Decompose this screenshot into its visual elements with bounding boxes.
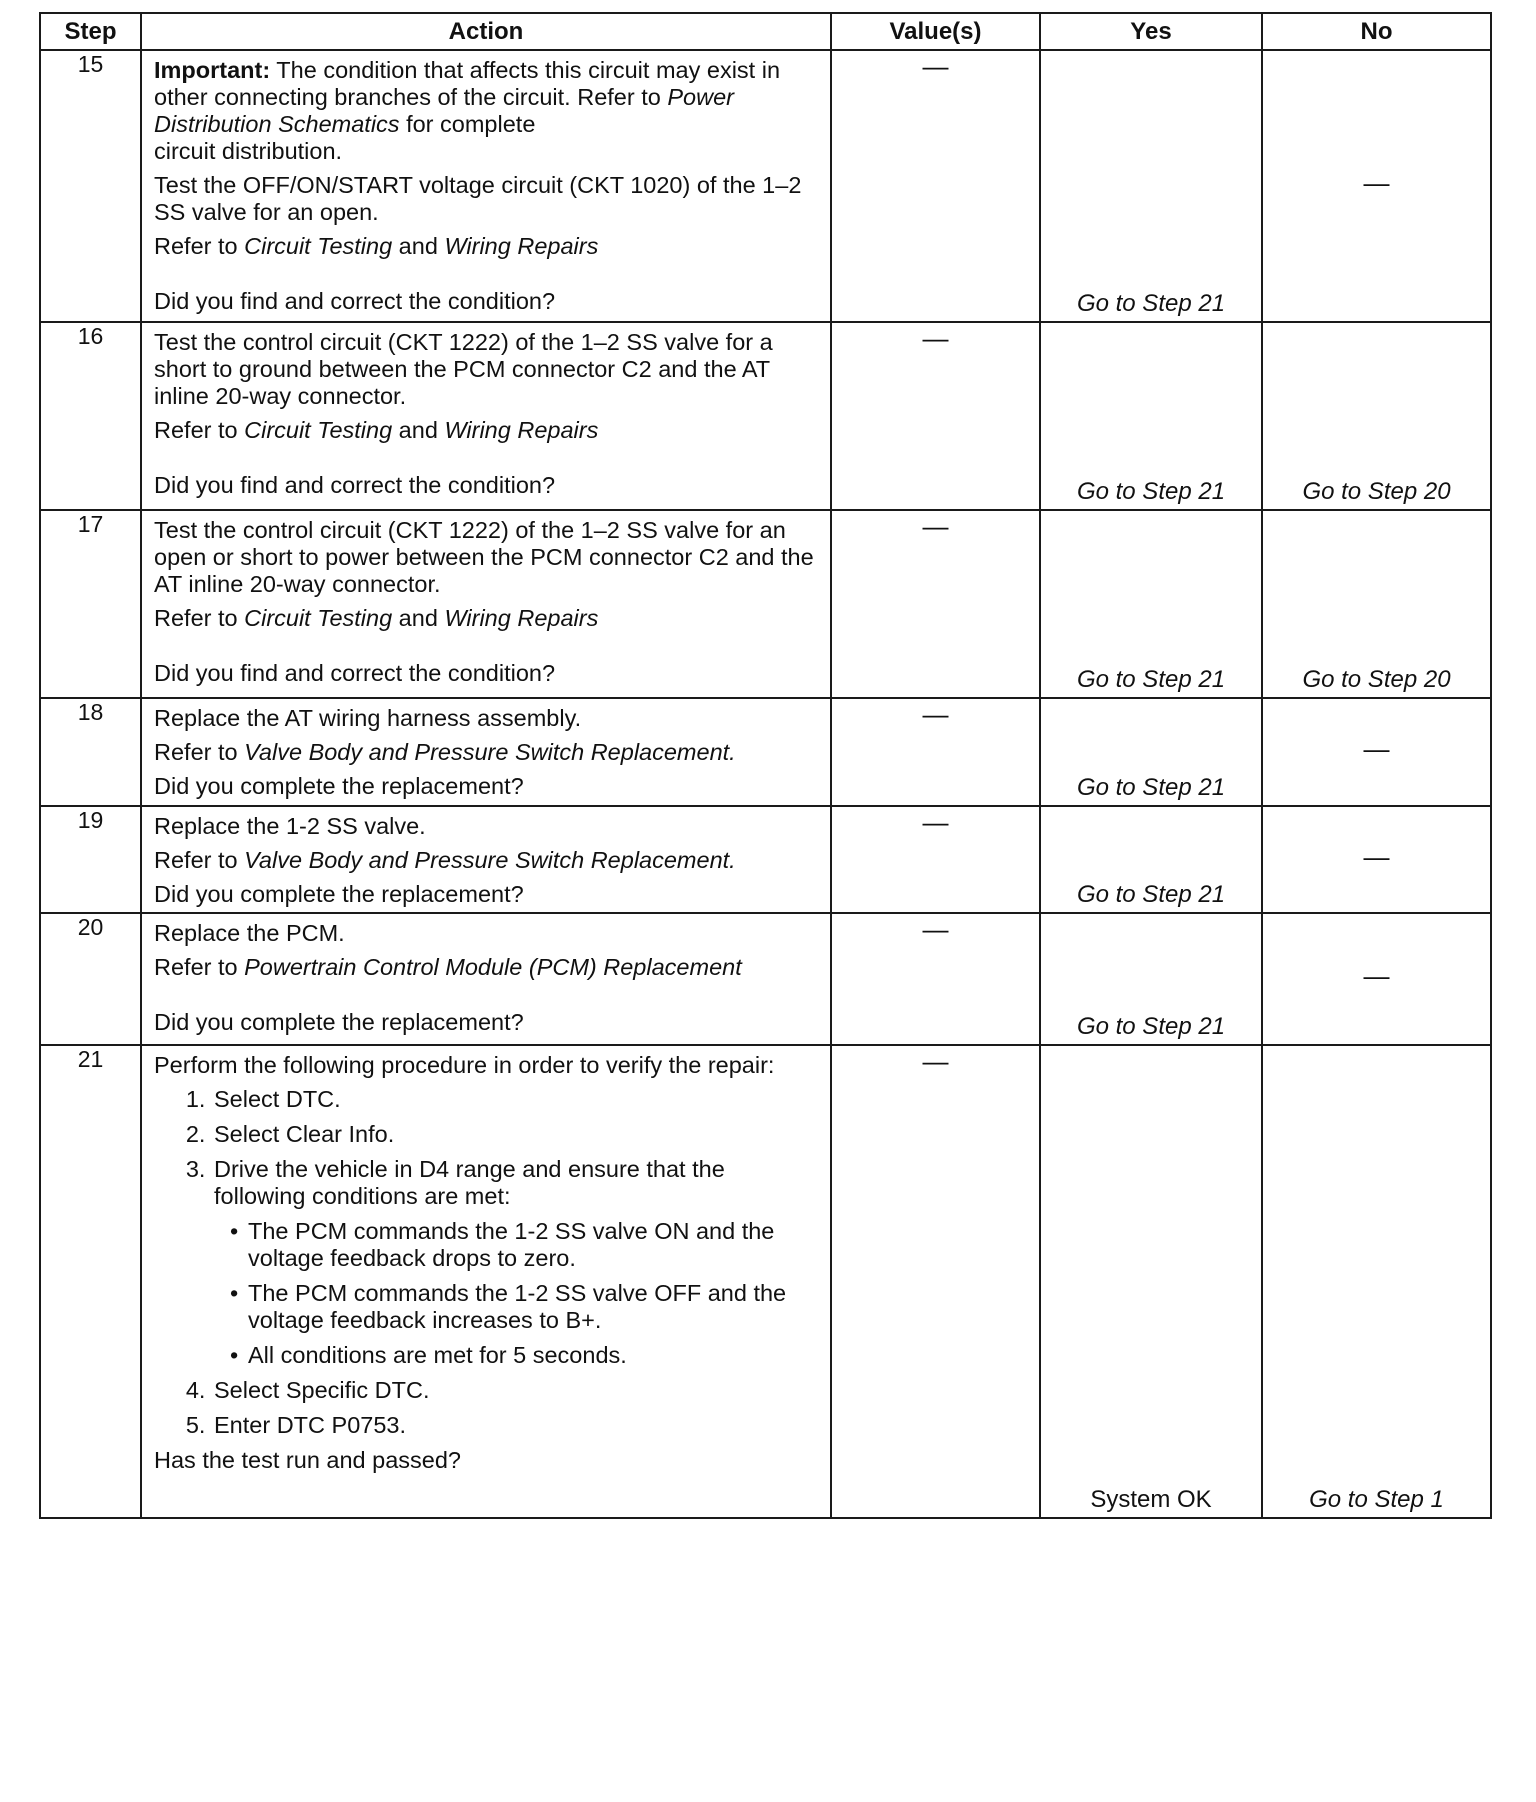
- yes-goto[interactable]: Go to Step 21: [1076, 1013, 1226, 1040]
- yes-cell: [1040, 510, 1262, 698]
- refer-line: [154, 847, 816, 874]
- action-cell: [141, 50, 831, 322]
- reference-link[interactable]: Valve Body and Pressure Switch Replacement.: [244, 739, 736, 765]
- refer-line: [154, 417, 816, 444]
- yes-cell: [1040, 322, 1262, 510]
- refer-line: [154, 233, 816, 260]
- yes-result: System OK: [1090, 1486, 1212, 1513]
- step-number: 18: [40, 698, 141, 806]
- procedure-steps: [154, 1086, 816, 1439]
- reference-link[interactable]: Valve Body and Pressure Switch Replacement.: [244, 847, 736, 873]
- header-yes: Yes: [1040, 13, 1262, 50]
- value-cell: —: [831, 1045, 1040, 1518]
- reference-link[interactable]: Wiring Repairs: [444, 605, 599, 631]
- step-number: 17: [40, 510, 141, 698]
- no-cell: [1262, 50, 1491, 322]
- step-number: 16: [40, 322, 141, 510]
- and-text: and: [392, 233, 445, 259]
- reference-link[interactable]: Circuit Testing: [244, 417, 393, 443]
- refer-prefix: Refer to: [154, 605, 245, 631]
- refer-line: [154, 954, 816, 981]
- procedure-step: 4. Select Specific DTC.: [212, 1377, 816, 1404]
- condition-item: • All conditions are met for 5 seconds.: [236, 1342, 816, 1369]
- action-cell: [141, 1045, 831, 1518]
- refer-prefix: Refer to: [154, 954, 245, 980]
- yes-goto[interactable]: Go to Step 21: [1076, 881, 1226, 908]
- important-tail: for complete: [399, 111, 536, 137]
- step-number: 20: [40, 913, 141, 1045]
- no-goto[interactable]: Go to Step 1: [1309, 1486, 1444, 1513]
- reference-link[interactable]: Circuit Testing: [244, 233, 393, 259]
- important-label: Important:: [154, 57, 271, 83]
- table-row: [40, 50, 1491, 322]
- no-dash: —: [1363, 840, 1390, 871]
- step-number: 15: [40, 50, 141, 322]
- diagnostic-table: [39, 12, 1492, 1519]
- procedure-step: 2. Select Clear Info.: [212, 1121, 816, 1148]
- action-cell: [141, 806, 831, 913]
- no-cell: [1262, 698, 1491, 806]
- condition-item: • The PCM commands the 1-2 SS valve ON and the voltage feedback drops to zero.: [236, 1218, 816, 1272]
- reference-link[interactable]: Power Distribution Schematics: [154, 84, 734, 137]
- procedure-step: [212, 1156, 816, 1369]
- table-row: [40, 322, 1491, 510]
- step-number: 21: [40, 1045, 141, 1518]
- yes-goto[interactable]: Go to Step 21: [1076, 666, 1226, 693]
- table-row: [40, 1045, 1491, 1518]
- and-text: and: [392, 605, 445, 631]
- question: Did you complete the replacement?: [154, 1009, 524, 1035]
- value-cell: —: [831, 806, 1040, 913]
- header-no: No: [1262, 13, 1491, 50]
- value-cell: —: [831, 50, 1040, 322]
- action-cell: [141, 698, 831, 806]
- yes-cell: [1040, 913, 1262, 1045]
- important-note: [154, 57, 816, 165]
- no-cell: [1262, 1045, 1491, 1518]
- no-cell: [1262, 322, 1491, 510]
- question: Has the test run and passed?: [154, 1447, 462, 1473]
- no-dash: —: [1363, 960, 1390, 991]
- question: Did you find and correct the condition?: [154, 472, 556, 498]
- table-row: [40, 806, 1491, 913]
- question: Did you complete the replacement?: [154, 773, 524, 799]
- reference-link[interactable]: Circuit Testing: [244, 605, 393, 631]
- action-cell: [141, 510, 831, 698]
- reference-link[interactable]: Wiring Repairs: [444, 417, 599, 443]
- table-row: [40, 510, 1491, 698]
- condition-list: [214, 1218, 816, 1369]
- refer-line: [154, 605, 816, 632]
- no-cell: [1262, 510, 1491, 698]
- refer-prefix: Refer to: [154, 739, 245, 765]
- no-cell: [1262, 913, 1491, 1045]
- action-cell: [141, 322, 831, 510]
- test-instruction: Test the control circuit (CKT 1222) of the 1–2 SS valve for an open or short to power between the PCM connector C2 and the AT inline 20-way connector.: [154, 517, 814, 597]
- table-row: [40, 913, 1491, 1045]
- refer-prefix: Refer to: [154, 847, 245, 873]
- procedure-step: 5. Enter DTC P0753.: [212, 1412, 816, 1439]
- no-dash: —: [1363, 733, 1390, 764]
- yes-goto[interactable]: Go to Step 21: [1076, 774, 1226, 801]
- yes-cell: [1040, 50, 1262, 322]
- test-instruction: Test the OFF/ON/START voltage circuit (CKT 1020) of the 1–2 SS valve for an open.: [154, 172, 802, 225]
- condition-item: • The PCM commands the 1-2 SS valve OFF and the voltage feedback increases to B+.: [236, 1280, 816, 1334]
- reference-link[interactable]: Wiring Repairs: [444, 233, 599, 259]
- test-instruction: Test the control circuit (CKT 1222) of the 1–2 SS valve for a short to ground between the PCM connector C2 and the AT inline 20-way connector.: [154, 329, 773, 409]
- value-cell: —: [831, 698, 1040, 806]
- no-cell: [1262, 806, 1491, 913]
- yes-cell: [1040, 806, 1262, 913]
- refer-line: [154, 739, 816, 766]
- action-instruction: Replace the 1-2 SS valve.: [154, 813, 426, 839]
- important-text: The condition that affects this circuit may exist in other connecting branches of the circuit. Refer to: [154, 57, 781, 110]
- refer-prefix: Refer to: [154, 417, 245, 443]
- action-instruction: Replace the AT wiring harness assembly.: [154, 705, 582, 731]
- action-cell: [141, 913, 831, 1045]
- table-row: [40, 698, 1491, 806]
- procedure-step: 1. Select DTC.: [212, 1086, 816, 1113]
- procedure-intro: Perform the following procedure in order to verify the repair:: [154, 1052, 775, 1078]
- reference-link[interactable]: Powertrain Control Module (PCM) Replacement: [244, 954, 742, 980]
- and-text: and: [392, 417, 445, 443]
- question: Did you complete the replacement?: [154, 881, 524, 907]
- procedure-step-text: Drive the vehicle in D4 range and ensure that the following conditions are met:: [214, 1156, 725, 1209]
- header-values: Value(s): [831, 13, 1040, 50]
- yes-cell: [1040, 1045, 1262, 1518]
- question: Did you find and correct the condition?: [154, 288, 556, 314]
- step-number: 19: [40, 806, 141, 913]
- yes-goto[interactable]: Go to Step 21: [1076, 290, 1226, 317]
- value-cell: —: [831, 322, 1040, 510]
- action-instruction: Replace the PCM.: [154, 920, 345, 946]
- header-step: Step: [40, 13, 141, 50]
- diagnostic-table-page: [39, 12, 1490, 1519]
- header-row: [40, 13, 1491, 50]
- no-dash: —: [1363, 167, 1390, 198]
- question: Did you find and correct the condition?: [154, 660, 556, 686]
- yes-cell: [1040, 698, 1262, 806]
- refer-prefix: Refer to: [154, 233, 245, 259]
- no-goto[interactable]: Go to Step 20: [1302, 666, 1451, 693]
- value-cell: —: [831, 510, 1040, 698]
- yes-goto[interactable]: Go to Step 21: [1076, 478, 1226, 505]
- header-action: Action: [141, 13, 831, 50]
- no-goto[interactable]: Go to Step 20: [1302, 478, 1451, 505]
- value-cell: —: [831, 913, 1040, 1045]
- important-tail-2: circuit distribution.: [154, 138, 343, 164]
